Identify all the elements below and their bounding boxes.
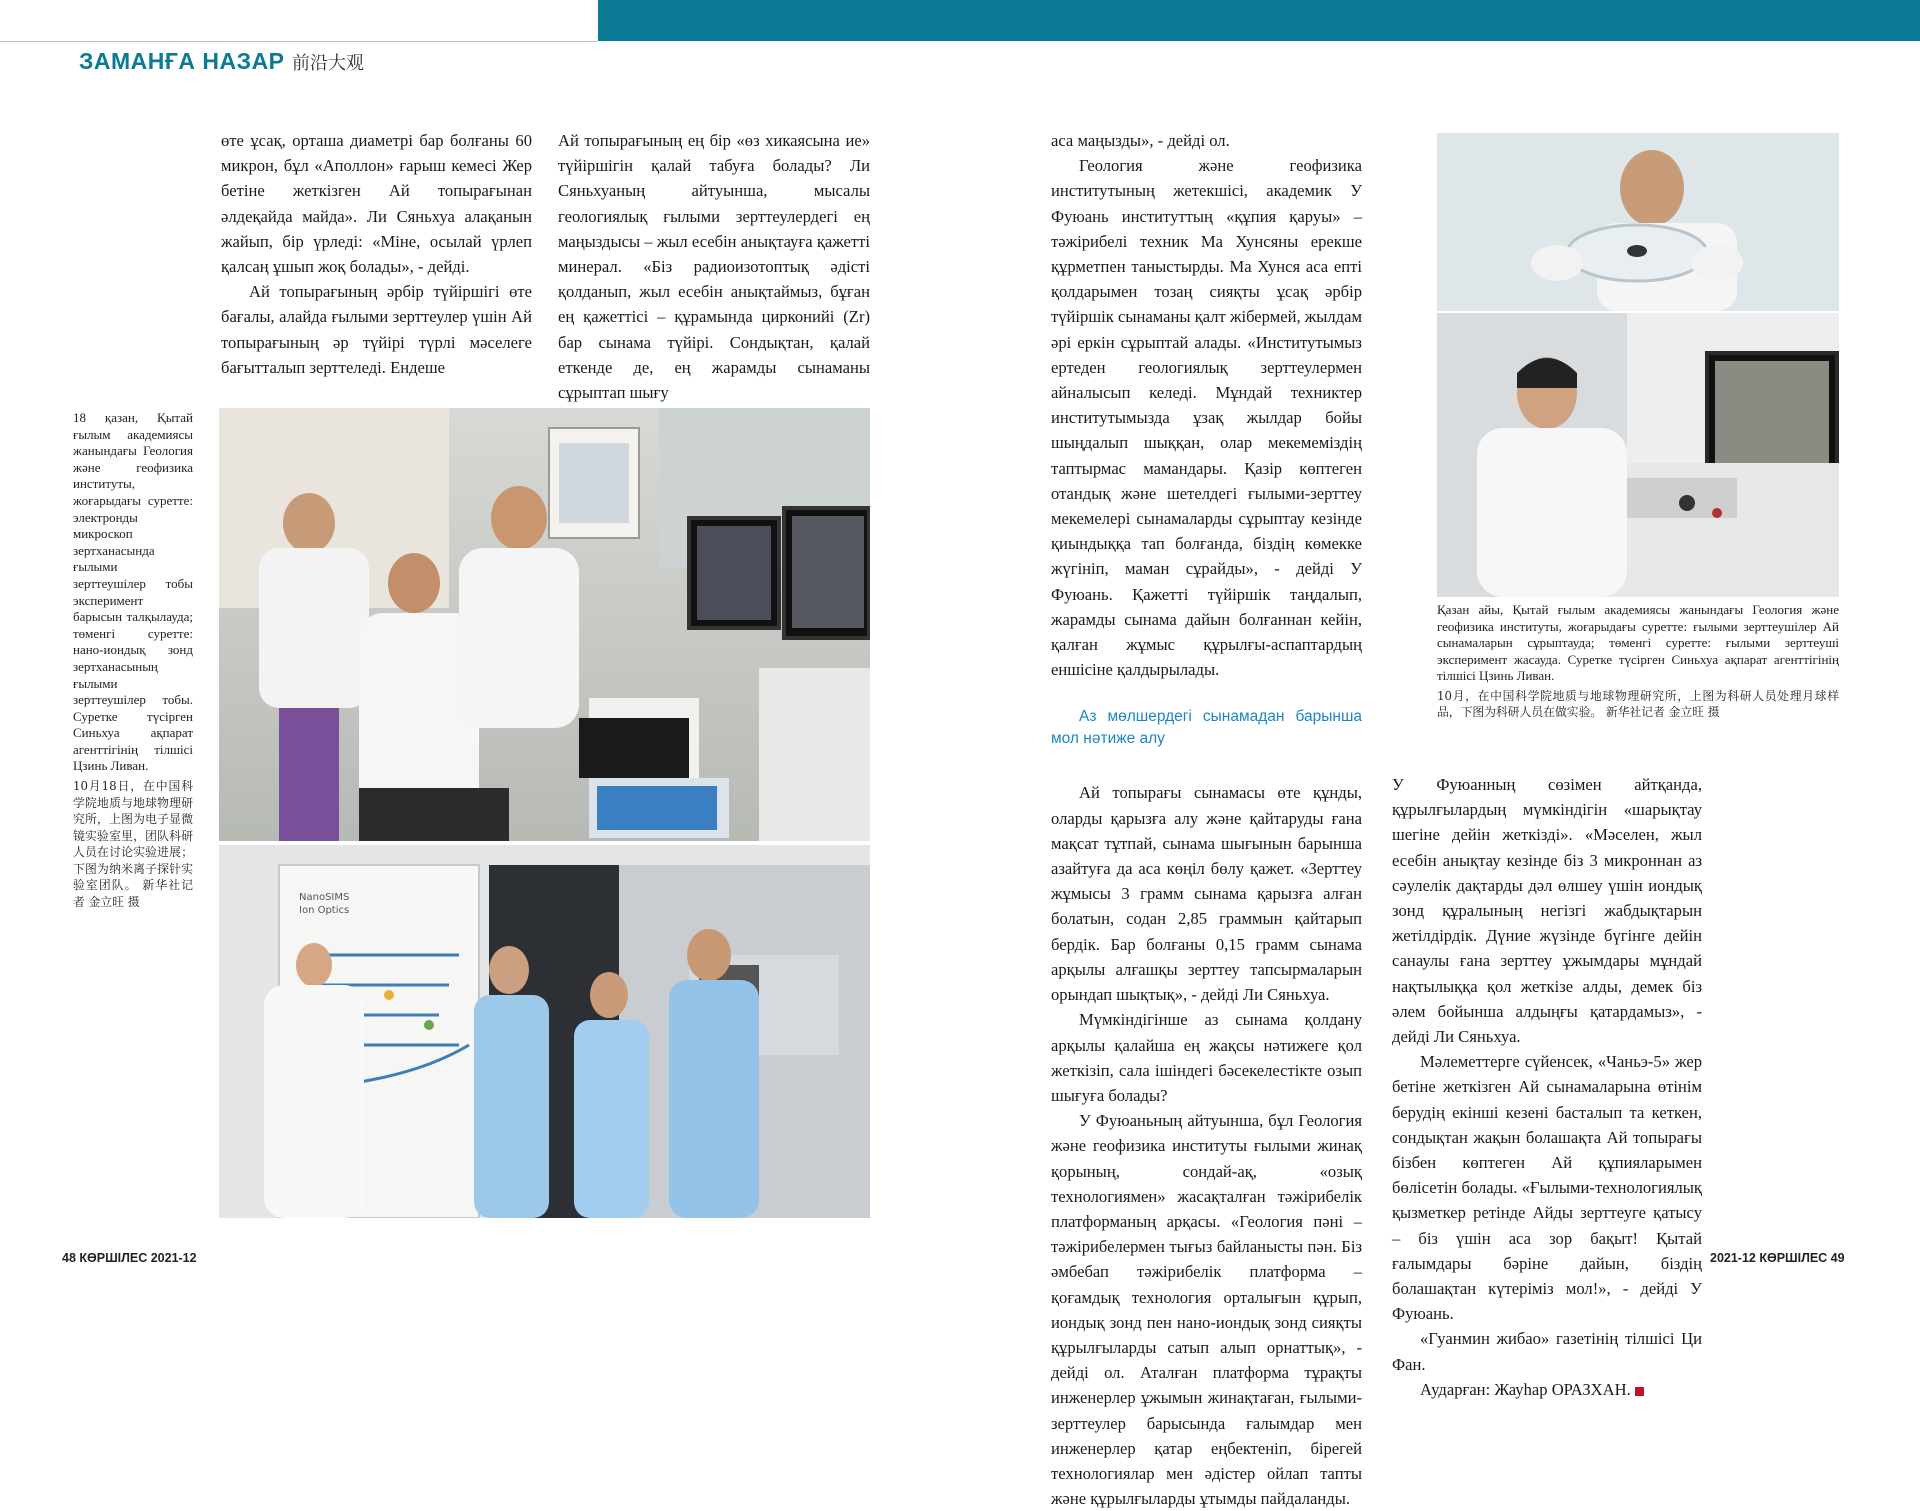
section-title: ЗАМАНҒА НАЗАР [79, 48, 285, 74]
nanosims-label: NanoSIMS [299, 892, 350, 903]
subheading: Аз мөлшердегі сынамадан барынша мол нәтиже алу [1051, 708, 1362, 748]
nanosims-sublabel: Ion Optics [299, 905, 350, 916]
caption-kz: Қазан айы, Қытай ғылым академиясы жанындағы Геология және геофизика институты, жоғарыдағы суретте: ғылыми зерттеушілер Ай сынамаларын сұрыптауда; төменгі суретте: ғылыми зерттеуші эксперимент жасауда. Суретке түсірген Синьхуа ақпарат агенттігінің тілшісі Цзинь Ливан. [1437, 602, 1839, 684]
translator-name: Аударған: Жауһар ОРАЗХАН. [1420, 1379, 1631, 1399]
section-title-cn: 前沿大观 [292, 53, 364, 74]
left-page-footer: 48 КӨРШІЛЕС 2021-12 [62, 1251, 197, 1265]
paragraph: аса маңызды», - дейді ол. [1051, 131, 1230, 150]
header-color-bar [598, 0, 1920, 41]
paragraph: У Фуюанның сөзімен айтқанда, құрылғылардың мүмкіндігін «шарықтау шегіне дейін жеткізді». «Мәселен, жыл есебін анықтау кезінде біз 3 микроннан аз сәулелік дақтарды дәл өлшеу үшін иондық зонд құралының негізгі жабдықтарын жетілдірдік. Дүние жүзінде бүгінге дейін санаулы ғана зерттеу ұжымдары мұндай нақтылыққа қол жеткізе алды, демек біз әлем бойынша алдыңғы қатардамыз», - дейді Ли Сяньхуа. [1392, 775, 1702, 1047]
caption-kz: 18 қазан, Қытай ғылым академиясы жанындағы Геология және геофизика институты, жоғарыдағы суретте: электронды микроскоп зертханасында ғылыми зерттеушілер тобы эксперимент барысын талқылауда; төменгі суретте: нано-иондық зонд зертханасының ғылыми зерттеушілер тобы. Суретке түсірген Синьхуа ақпарат агенттігінің тілшісі Цзинь Ливан. [73, 410, 193, 774]
paragraph: Мүмкіндігінше аз сынама қолдану арқылы қалайша ең жақсы нәтижеге қол жеткізіп, сала ішіндегі бәсекелестікте озып шығуға болады? [1051, 1010, 1362, 1105]
caption-cn: 10月，在中国科学院地质与地球物理研究所，上图为科研人员处理月球样品，下图为科研人员在做实验。 新华社记者 金立旺 摄 [1437, 688, 1839, 720]
photo-researcher-instrument [1437, 313, 1839, 597]
paragraph: «Гуанмин жибао» газетінің тілшісі Ци Фан. [1392, 1329, 1702, 1374]
translator-credit [1392, 1377, 1702, 1402]
paragraph: Ай топырағының әрбір түйіршігі өте бағалы, алайда ғылыми зерттеулер үшін Ай топырағының әр түйірі түрлі мәселеге бағытталып зерттеледі. Ендеше [221, 282, 532, 377]
right-col-4 [1392, 772, 1702, 1402]
paragraph: Ай топырағы сынамасы өте құнды, оларды қарызға алу және қайтаруды ғана мақсат тұтпай, сынама шығынын барынша азайтуға да аса көңіл бөлу қажет. «Зерттеу жұмысы 3 грамм сынама қарызға алған болатын, содан 2,85 граммын қайтарып бердік. Бар болғаны 0,15 грамм сынама арқылы алғашқы зерттеу тапсырмаларын орындап шықтық», - дейді Ли Сяньхуа. [1051, 783, 1362, 1005]
left-caption [73, 410, 193, 910]
paragraph: Мәлеметтерге сүйенсек, «Чаньэ-5» жер бетіне жеткізген Ай сынамаларына өтінім берудің екінші кезені басталып та кеткен, сондықтан жақын болашақта Ай топырағы бізбен көптеген Ай құпияларымен бөлісетін болады. «Ғылыми-технологиялық қызметкер ретінде Айды зерттеуге қатысу – біз үшін аса зор бақыт! Қытай ғалымдары бәріне дайын, біздің болашақтан күтеріміз мол!», - дейді У Фуюань. [1392, 1052, 1702, 1324]
paragraph: Геология және геофизика институтының жетекшісі, академик У Фуюань институттың «құпия қаруы» – тәжірибелі техник Ма Хунсяны ерекше құрметпен таныстырды. Ма Хунся аса епті қолдарымен тозаң сияқты ұсақ әрбір түйіршік сынаманы қалт жібермей, жылдам әрі еркін сұрыптай алады. «Институтымыз ертеден геологиялық зерттеулермен айналысып келеді. Мұндай техниктер институтымызда ұзақ жылдар бойы шыңдалып шыққан, олар мекемеміздің таптырмас мамандары. Қазір көптеген отандық және шетелдегі ғылыми-зерттеу мекемелері сынамаларды сұрыптау кезінде қиындыққа тап болғанда, біздің көмекке жүгініп, маман сұрайды», - дейді У Фуюань. Қажетті түйіршік таңдалып, жарамды сынама дайын болғаннан кейін, қалған жұмыс құрылғы-аспаптардың еншісіне қалдырылады. [1051, 156, 1362, 680]
paragraph: У Фуюаньның айтуынша, бұл Геология және геофизика институты ғылыми жинақ қорының, сондай-ақ, «озық технологиямен» жасақталған тәжірибелік платформаның арқасы. «Геология пәні – тәжірибелермен тығыз байланысты пән. Біз әмбебап тәжірибелік платформа – қоғамдық технология орталығын құрып, иондық зонд пен нано-иондық зонд сияқты құрылғыларды сатып алып орнаттық», - дейді ол. Аталған платформа тұрақты инженерлер ұжымын жинақтаған, ғылыми-зерттеулер барысында ғалымдар мен инженерлер қатар еңбектеніп, бірегей технологиялар мен әдістер ойлап тапты және құрылғыларды ұтымды пайдаланды. [1051, 1111, 1362, 1509]
left-col-1 [221, 128, 532, 380]
caption-cn: 10月18日，在中国科学院地质与地球物理研究所，上图为电子显微镜实验室里，团队科研人员在讨论实验进展；下图为纳米离子探针实验室团队。 新华社记者 金立旺 摄 [73, 779, 193, 909]
right-col-3 [1051, 128, 1362, 1511]
right-page-footer: 2021-12 КӨРШІЛЕС 49 [1710, 1251, 1845, 1265]
left-col-2 [558, 128, 870, 405]
photo-electron-microscope-lab [219, 408, 870, 841]
end-mark-icon [1635, 1387, 1644, 1396]
photo-lunar-sample [1437, 133, 1839, 311]
header-rule [0, 41, 598, 42]
right-caption [1437, 602, 1839, 721]
paragraph: өте ұсақ, орташа диаметрі бар болғаны 60 микрон, бұл «Аполлон» ғарыш кемесі Жер бетіне жеткізген Ай топырағынан әлдеқайда майда». Ли Сяньхуа алақанын жайып, бір үрледі: «Міне, осылай үрлеп қалсаң ұшып жоқ болады», - дейді. [221, 131, 532, 277]
paragraph: Ай топырағының ең бір «өз хикаясына ие» түйіршігін қалай табуға болады? Ли Сяньхуаның айтуынша, мысалы геологиялық ғылыми зерттеулердегі ең маңыздысы – жыл есебін анықтауға қажетті минерал. «Біз радиоизотоптық әдісті қолданып, жыл есебін анықтаймыз, бұған ең қажеттісі – құрамында цирконийі (Zr) бар сынама түйірі. Сондықтан, қалай еткенде де, ең жарамды сынаманы сұрыптап шығу [558, 131, 870, 403]
photo-nano-ion-probe-lab [219, 845, 870, 1218]
